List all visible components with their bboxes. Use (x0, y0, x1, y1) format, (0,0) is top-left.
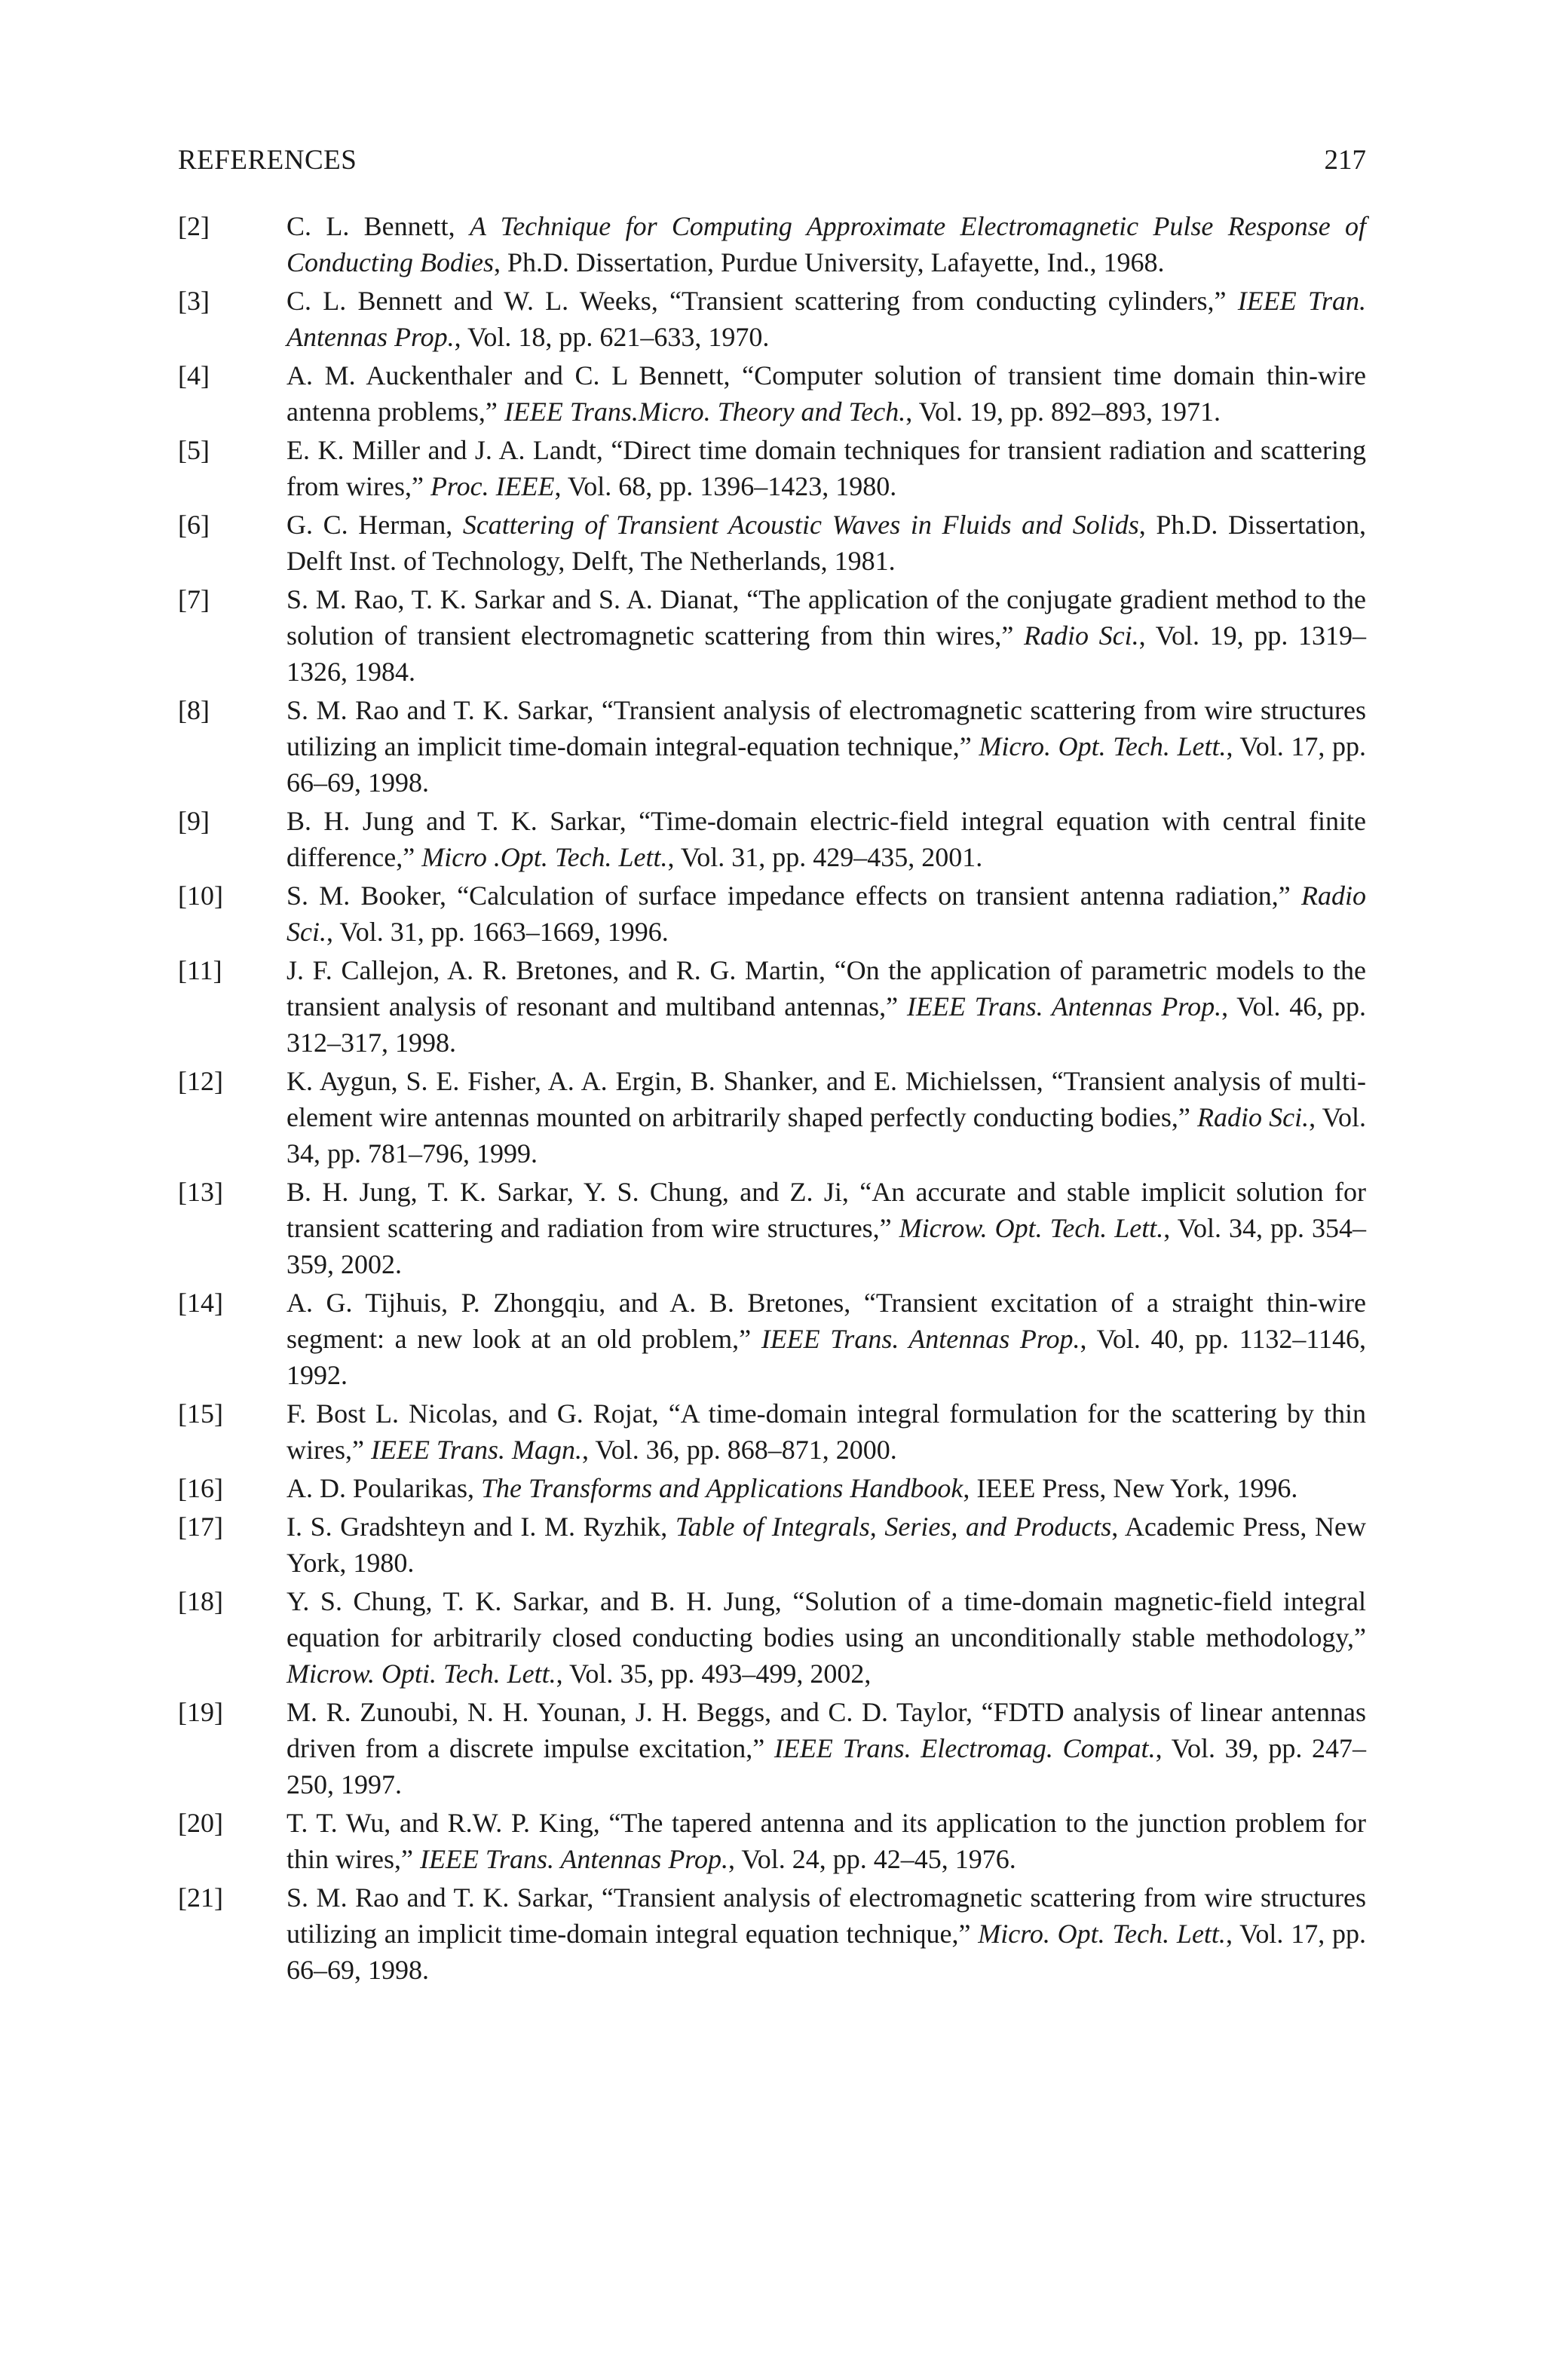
reference-number: [19] (178, 1697, 223, 1727)
reference-text (286, 507, 1366, 579)
reference-source-title: IEEE Tran. Antennas Prop. (286, 286, 1366, 352)
reference-text-segment: I. S. Gradshteyn and I. M. Ryzhik, (286, 1512, 676, 1542)
reference-item (178, 1805, 1366, 1877)
reference-text (286, 581, 1366, 690)
reference-source-title: Radio Sci. (1024, 620, 1139, 651)
reference-text (286, 432, 1366, 504)
reference-text (286, 692, 1366, 801)
reference-text (286, 952, 1366, 1061)
reference-source-title: Table of Integrals, Series, and Products (675, 1512, 1112, 1542)
reference-text-segment: , Vol. 18, pp. 621–633, 1970. (454, 322, 770, 352)
reference-text-segment: B. H. Jung, T. K. Sarkar, Y. S. Chung, and Z. Ji, “An accurate and stable implicit solution for transient scattering and radiation from wire structures,” (286, 1177, 1366, 1243)
reference-text-segment: G. C. Herman, (286, 510, 463, 540)
reference-number: [14] (178, 1288, 223, 1318)
reference-source-title: IEEE Trans. Antennas Prop. (419, 1844, 728, 1874)
reference-item (178, 357, 1366, 430)
reference-source-title: Proc. IEEE (430, 471, 555, 501)
reference-source-title: Microw. Opt. Tech. Lett. (899, 1213, 1164, 1243)
reference-text-segment: , Vol. 46, pp. 312–317, 1998. (286, 991, 1366, 1058)
reference-item (178, 1395, 1366, 1468)
reference-text-segment: , Vol. 34, pp. 354–359, 2002. (286, 1213, 1366, 1279)
reference-text-segment: A. D. Poularikas, (286, 1473, 481, 1503)
reference-text-segment: S. M. Booker, “Calculation of surface impedance effects on transient antenna radiation,” (286, 881, 1301, 911)
reference-text (286, 1694, 1366, 1803)
reference-text (286, 283, 1366, 355)
reference-text-segment: A. G. Tijhuis, P. Zhongqiu, and A. B. Bretones, “Transient excitation of a straight thin-wire segment: a new look at an old problem,” (286, 1288, 1366, 1354)
reference-text-segment: , Vol. 31, pp. 429–435, 2001. (667, 842, 983, 872)
page-number: 217 (1324, 145, 1366, 176)
reference-item (178, 507, 1366, 579)
reference-number: [11] (178, 955, 222, 985)
reference-text (286, 1805, 1366, 1877)
reference-text-segment: K. Aygun, S. E. Fisher, A. A. Ergin, B. Shanker, and E. Michielssen, “Transient analysis of multi-element wire antennas mounted on arbitrarily shaped perfectly conducting bodies,” (286, 1066, 1366, 1132)
reference-text-segment: Y. S. Chung, T. K. Sarkar, and B. H. Jung, “Solution of a time-domain magnetic-field integral equation for arbitrarily closed conducting bodies using an unconditionally stable methodology,” (286, 1586, 1366, 1653)
reference-number: [4] (178, 360, 210, 391)
reference-item (178, 1879, 1366, 1988)
reference-text-segment: J. F. Callejon, A. R. Bretones, and R. G. Martin, “On the application of parametric models to the transient analysis of resonant and multiband antennas,” (286, 955, 1366, 1022)
reference-text-segment: C. L. Bennett and W. L. Weeks, “Transient scattering from conducting cylinders,” (286, 286, 1238, 316)
reference-number: [13] (178, 1177, 223, 1207)
reference-number: [12] (178, 1066, 223, 1096)
reference-text-segment: S. M. Rao and T. K. Sarkar, “Transient analysis of electromagnetic scattering from wire structures utilizing an implicit time-domain integral-equation technique,” (286, 695, 1366, 761)
reference-text (286, 1509, 1366, 1581)
reference-text (286, 1285, 1366, 1393)
reference-text-segment: , IEEE Press, New York, 1996. (963, 1473, 1298, 1503)
reference-number: [3] (178, 286, 210, 316)
reference-text (286, 1583, 1366, 1692)
reference-text-segment: , Vol. 34, pp. 781–796, 1999. (286, 1102, 1366, 1169)
reference-item (178, 1174, 1366, 1282)
reference-number: [7] (178, 584, 210, 614)
reference-source-title: The Transforms and Applications Handbook (480, 1473, 963, 1503)
reference-item (178, 432, 1366, 504)
reference-text-segment: B. H. Jung and T. K. Sarkar, “Time-domain electric-field integral equation with central finite difference,” (286, 806, 1366, 872)
reference-text-segment: , Vol. 40, pp. 1132–1146, 1992. (286, 1324, 1366, 1390)
reference-text-segment: , Academic Press, New York, 1980. (286, 1512, 1366, 1578)
reference-text (286, 1174, 1366, 1282)
reference-text-segment: S. M. Rao and T. K. Sarkar, “Transient analysis of electromagnetic scattering from wire structures utilizing an implicit time-domain integral equation technique,” (286, 1882, 1366, 1949)
reference-source-title: IEEE Trans. Magn. (370, 1435, 582, 1465)
reference-source-title: IEEE Trans. Antennas Prop. (761, 1324, 1080, 1354)
reference-number: [6] (178, 510, 210, 540)
reference-item (178, 1063, 1366, 1172)
reference-source-title: Radio Sci. (286, 881, 1366, 947)
reference-text-segment: , Vol. 24, pp. 42–45, 1976. (728, 1844, 1016, 1874)
reference-text (286, 357, 1366, 430)
reference-item (178, 952, 1366, 1061)
reference-item (178, 692, 1366, 801)
reference-text-segment: A. M. Auckenthaler and C. L Bennett, “Computer solution of transient time domain thin-wire antenna problems,” (286, 360, 1366, 427)
reference-text-segment: S. M. Rao, T. K. Sarkar and S. A. Dianat, “The application of the conjugate gradient method to the solution of transient electromagnetic scattering from thin wires,” (286, 584, 1366, 651)
reference-text (286, 1063, 1366, 1172)
reference-text-segment: , Vol. 19, pp. 892–893, 1971. (905, 397, 1221, 427)
reference-source-title: Scattering of Transient Acoustic Waves in Fluids and Solids (462, 510, 1139, 540)
reference-source-title: A Technique for Computing Approximate Electromagnetic Pulse Response of Conducting Bodies (286, 211, 1366, 277)
reference-number: [16] (178, 1473, 223, 1503)
reference-item (178, 581, 1366, 690)
reference-source-title: IEEE Trans.Micro. Theory and Tech. (504, 397, 906, 427)
reference-text-segment: M. R. Zunoubi, N. H. Younan, J. H. Beggs, and C. D. Taylor, “FDTD analysis of linear antennas driven from a discrete impulse excitation,” (286, 1697, 1366, 1763)
reference-number: [21] (178, 1882, 223, 1913)
reference-source-title: IEEE Trans. Antennas Prop. (906, 991, 1222, 1022)
reference-text-segment: , Vol. 31, pp. 1663–1669, 1996. (326, 917, 669, 947)
reference-item (178, 1285, 1366, 1393)
reference-text-segment: , Vol. 36, pp. 868–871, 2000. (581, 1435, 897, 1465)
reference-text-segment: C. L. Bennett, (286, 211, 470, 241)
reference-text-segment: , Ph.D. Dissertation, Delft Inst. of Technology, Delft, The Netherlands, 1981. (286, 510, 1366, 576)
reference-item (178, 803, 1366, 875)
reference-item (178, 878, 1366, 950)
reference-text (286, 1395, 1366, 1468)
reference-source-title: Micro .Opt. Tech. Lett. (421, 842, 668, 872)
reference-number: [18] (178, 1586, 223, 1616)
reference-item (178, 1583, 1366, 1692)
reference-text-segment: , Vol. 35, pp. 493–499, 2002, (556, 1659, 872, 1689)
reference-source-title: IEEE Trans. Electromag. Compat. (774, 1733, 1156, 1763)
reference-text (286, 208, 1366, 280)
reference-text-segment: , Vol. 68, pp. 1396–1423, 1980. (554, 471, 897, 501)
reference-item (178, 283, 1366, 355)
reference-source-title: Radio Sci. (1197, 1102, 1310, 1132)
reference-number: [9] (178, 806, 210, 836)
reference-number: [17] (178, 1512, 223, 1542)
reference-text (286, 1879, 1366, 1988)
reference-text-segment: , Vol. 39, pp. 247–250, 1997. (286, 1733, 1367, 1800)
reference-number: [8] (178, 695, 210, 725)
reference-number: [2] (178, 211, 210, 241)
reference-number: [5] (178, 435, 210, 465)
section-title: REFERENCES (178, 145, 357, 176)
reference-text-segment: , Vol. 17, pp. 66–69, 1998. (286, 731, 1366, 798)
reference-list (178, 208, 1366, 1990)
reference-text-segment: T. T. Wu, and R.W. P. King, “The tapered antenna and its application to the junction problem for thin wires,” (286, 1808, 1366, 1874)
reference-text-segment: E. K. Miller and J. A. Landt, “Direct time domain techniques for transient radiation and scattering from wires,” (286, 435, 1366, 501)
reference-text-segment: , Vol. 19, pp. 1319–1326, 1984. (286, 620, 1366, 687)
reference-text (286, 878, 1366, 950)
reference-item (178, 1470, 1366, 1506)
reference-item (178, 1509, 1366, 1581)
reference-source-title: Micro. Opt. Tech. Lett. (978, 1919, 1226, 1949)
reference-text-segment: , Ph.D. Dissertation, Purdue University, Lafayette, Ind., 1968. (493, 247, 1165, 277)
reference-source-title: Micro. Opt. Tech. Lett. (979, 731, 1227, 761)
reference-number: [15] (178, 1398, 223, 1429)
reference-text-segment: , Vol. 17, pp. 66–69, 1998. (286, 1919, 1367, 1985)
reference-text-segment: F. Bost L. Nicolas, and G. Rojat, “A time-domain integral formulation for the scattering by thin wires,” (286, 1398, 1366, 1465)
reference-item (178, 1694, 1366, 1803)
reference-text (286, 1470, 1366, 1506)
reference-item (178, 208, 1366, 280)
reference-number: [10] (178, 881, 223, 911)
reference-source-title: Microw. Opti. Tech. Lett. (286, 1659, 556, 1689)
reference-text (286, 803, 1366, 875)
running-header (178, 142, 1366, 179)
reference-number: [20] (178, 1808, 223, 1838)
